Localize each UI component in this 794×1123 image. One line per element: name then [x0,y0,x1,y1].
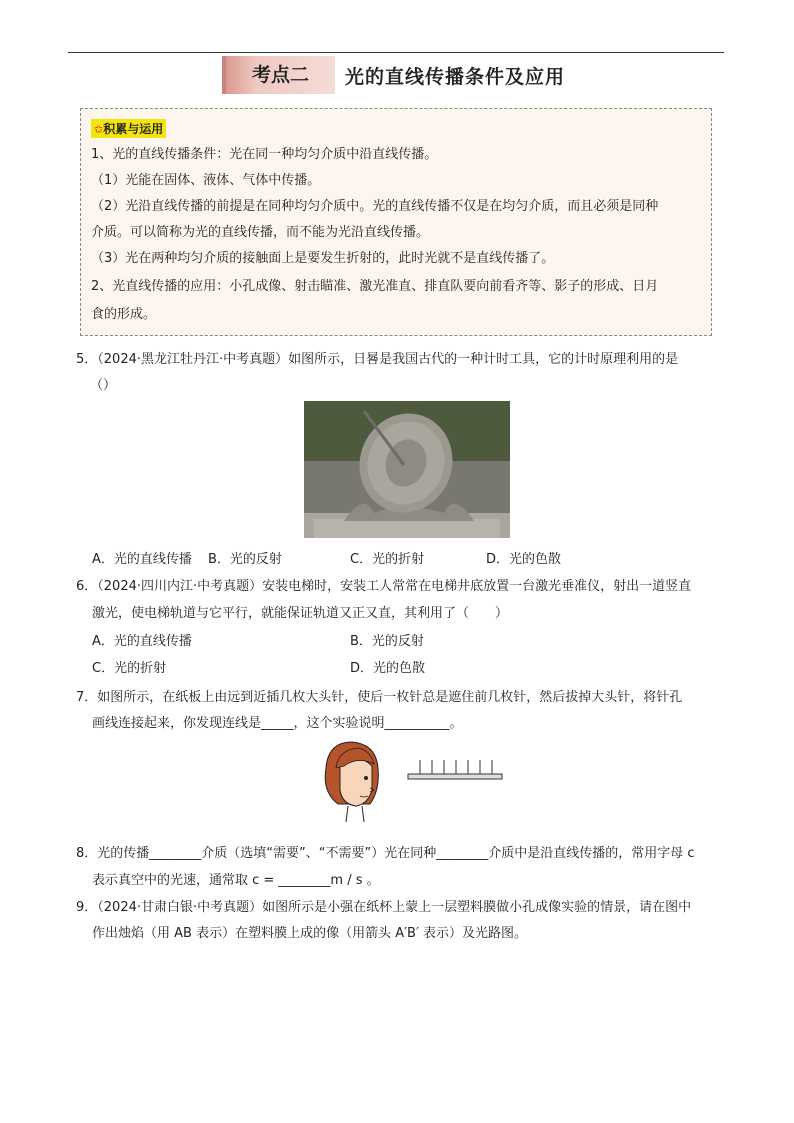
q5-option-b: B．光的反射 [208,552,282,567]
knowledge-line: （1）光能在固体、液体、气体中传播。 [91,173,321,188]
q6-text: 6．（2024·四川内江·中考真题）安装电梯时，安装工人常常在电梯井底放置一台激光垂准仪，射出一道竖直 [76,579,692,594]
star-icon: ✩ [94,123,104,136]
knowledge-box [80,108,712,336]
knowledge-line: 介质。可以简称为光的直线传播，而不能为光沿直线传播。 [91,225,430,240]
observer-girl-icon [325,742,378,822]
q5-option-a: A．光的直线传播 [92,552,192,567]
q5-option-c: C．光的折射 [350,552,425,567]
q5-option-d: D．光的色散 [486,552,562,567]
q9-text: 9．（2024·甘肃白银·中考真题）如图所示是小强在纸杯上蒙上一层塑料膜做小孔成像实验的情景，请在图中 [76,900,692,915]
knowledge-line: 食的形成。 [91,307,157,322]
knowledge-line: 2、光直线传播的应用：小孔成像、射击瞄准、激光准直、排直队要向前看齐等、影子的形成、日月 [91,279,659,294]
section-header [222,56,565,94]
sundial-image [304,401,510,538]
q7-text-cont: 画线连接起来，你发现连线是_____，这个实验说明__________。 [92,716,463,731]
knowledge-line: （3）光在两种均匀介质的接触面上是要发生折射的，此时光就不是直线传播了。 [91,251,555,266]
knowledge-line: 1、光的直线传播条件：光在同一种均匀介质中沿直线传播。 [91,147,438,162]
q5-text-cont: （） [90,378,117,393]
section-tag: 考点二 [222,56,335,94]
q6-option-c: C．光的折射 [92,661,167,676]
q8-text-cont: 表示真空中的光速，通常取 c = ________m / s 。 [92,873,380,888]
pin-experiment-figure [318,738,508,826]
q8-text: 8．光的传播________介质（选填“需要”、“不需要”）光在同种________介质中是沿直线传播的，常用字母 c [76,846,695,861]
q6-option-a: A．光的直线传播 [92,634,192,649]
q6-option-d: D．光的色散 [350,661,426,676]
knowledge-badge: ✩积累与运用 [91,119,166,138]
top-rule [68,52,724,53]
q9-text-cont: 作出烛焰（用 AB 表示）在塑料膜上成的像（用箭头 A′B′ 表示）及光路图。 [92,926,528,941]
q7-text: 7．如图所示，在纸板上由远到近插几枚大头针，使后一枚针总是遮住前几枚针，然后拔掉大头针，将针孔 [76,690,683,705]
knowledge-line: （2）光沿直线传播的前提是在同种均匀介质中。光的直线传播不仅是在均匀介质，而且必须是同种 [91,199,659,214]
q6-option-b: B．光的反射 [350,634,424,649]
q5-text: 5．（2024·黑龙江牡丹江·中考真题）如图所示，日晷是我国古代的一种计时工具，它的计时原理利用的是 [76,352,679,367]
q6-text-cont: 激光，使电梯轨道与它平行，就能保证轨道又正又直，其利用了（ ） [92,606,509,621]
section-title: 光的直线传播条件及应用 [345,65,566,88]
pin-board-icon [408,760,502,779]
